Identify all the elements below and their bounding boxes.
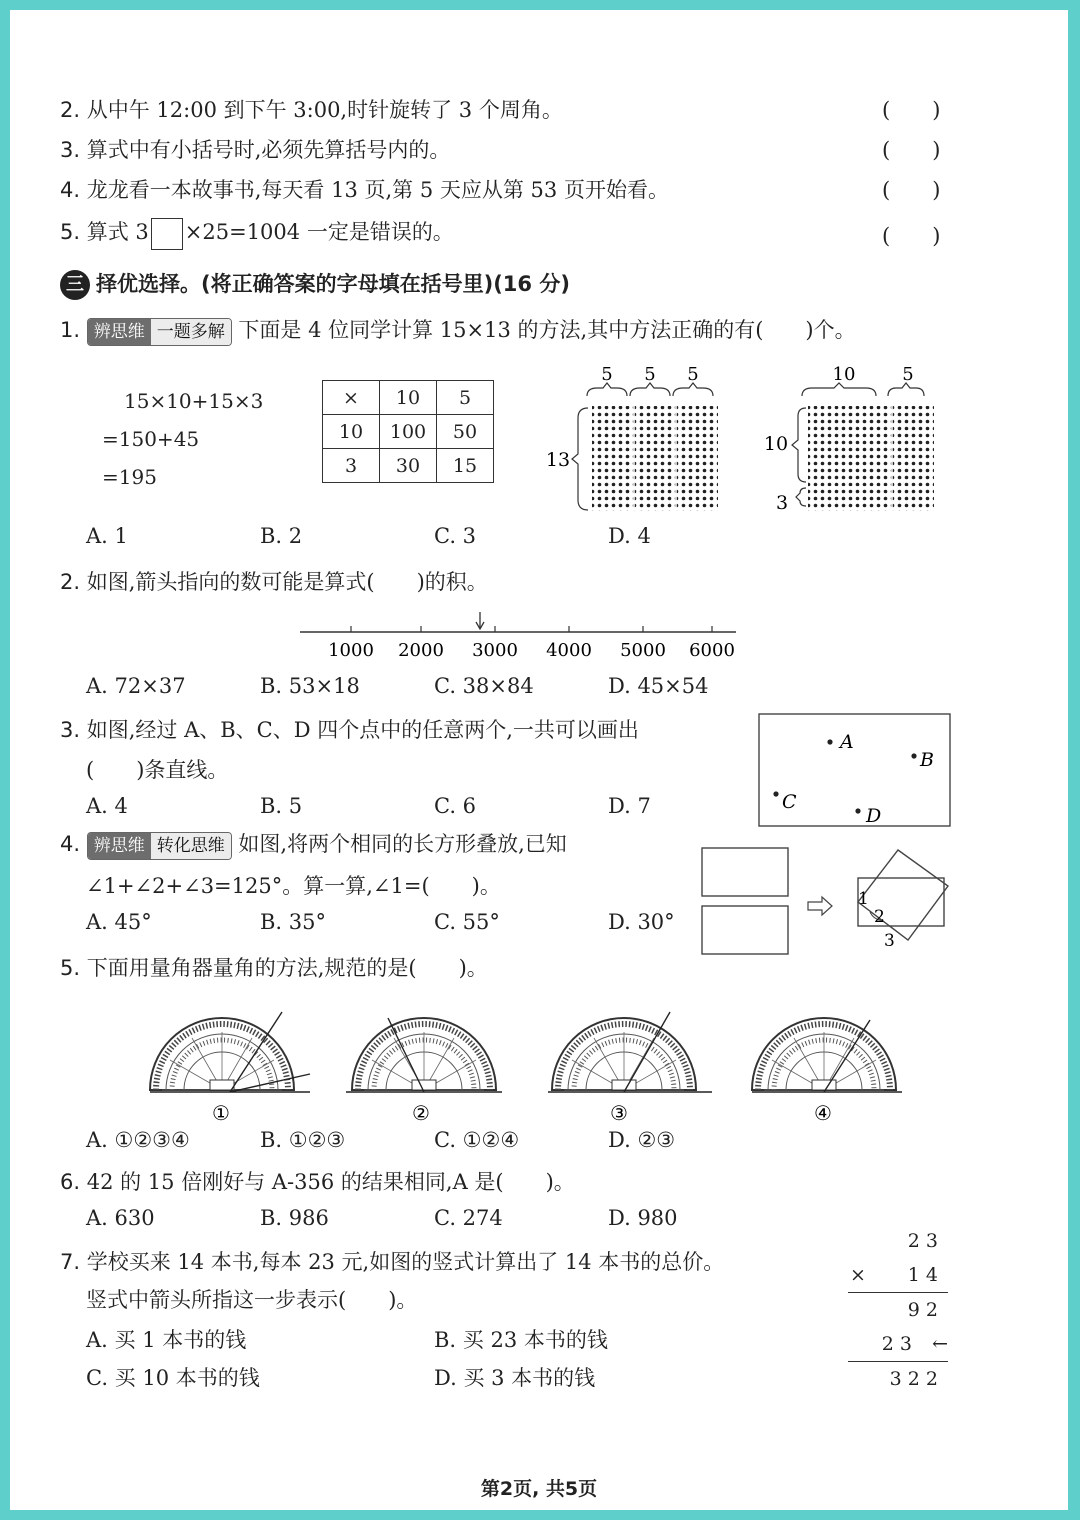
q6-stem <box>60 1166 575 1196</box>
vert-row-value: 2 3 <box>881 1333 912 1355</box>
pointer-arrow-icon <box>476 612 484 629</box>
table-cell: 15 <box>437 449 494 483</box>
dot-label-top: 5 <box>687 364 699 385</box>
q3-stem <box>60 714 639 744</box>
judge-item-3 <box>60 134 450 164</box>
option-d[interactable]: D. ②③ <box>608 1128 676 1152</box>
page-footer: 第2页, 共5页 <box>480 1478 598 1500</box>
option-b[interactable]: B. 2 <box>260 524 303 548</box>
item-text: 如图,经过 A、B、C、D 四个点中的任意两个,一共可以画出 <box>86 718 639 742</box>
option-a[interactable]: A. 72×37 <box>86 674 186 698</box>
q1-dot-array-5-5-5 <box>540 362 740 514</box>
item-text: 如图,将两个相同的长方形叠放,已知 <box>238 832 567 856</box>
vert-row <box>848 1258 948 1293</box>
option-a[interactable]: A. ①②③④ <box>86 1128 190 1152</box>
answer-paren[interactable]: ( ) <box>882 138 941 162</box>
point-label: D <box>866 805 882 827</box>
option-d[interactable]: D. 45×54 <box>608 674 709 698</box>
option-b[interactable]: B. 53×18 <box>260 674 360 698</box>
judge-item-5 <box>60 216 454 250</box>
item-number: 5. <box>60 956 81 980</box>
option-a[interactable]: A. 45° <box>86 910 152 934</box>
q2-stem <box>60 566 488 596</box>
q7-stem <box>60 1246 724 1276</box>
section-heading <box>60 268 570 300</box>
option-b[interactable]: B. 5 <box>260 794 303 818</box>
protractor-label: ④ <box>814 1101 832 1125</box>
option-d[interactable]: D. 30° <box>608 910 675 934</box>
item-text: 下面是 4 位同学计算 15×13 的方法,其中方法正确的有( )个。 <box>238 318 856 342</box>
answer-paren[interactable]: ( ) <box>882 224 941 248</box>
answer-paren[interactable]: ( ) <box>882 178 941 202</box>
q7-stem-line2: 竖式中箭头所指这一步表示( )。 <box>86 1288 418 1312</box>
protractor-label: ② <box>412 1101 430 1125</box>
option-b[interactable]: B. 买 23 本书的钱 <box>434 1328 608 1352</box>
q1-calc-method <box>102 382 263 496</box>
dot-label-left: 13 <box>545 449 571 471</box>
blank-box[interactable] <box>151 218 183 250</box>
table-cell: 3 <box>323 449 380 483</box>
table-cell: 10 <box>323 415 380 449</box>
section-number-badge: 三 <box>60 270 90 300</box>
item-text: 如图,箭头指向的数可能是算式( )的积。 <box>86 570 488 594</box>
multiply-sign: × <box>850 1264 866 1286</box>
option-c[interactable]: C. 3 <box>434 524 477 548</box>
item-text: 从中午 12:00 到下午 3:00,时针旋转了 3 个周角。 <box>86 98 563 122</box>
option-b[interactable]: B. 986 <box>260 1206 329 1230</box>
q1-dot-array-10-5 <box>756 362 946 514</box>
tick-label: 3000 <box>472 640 518 661</box>
item-number: 2. <box>60 570 81 594</box>
item-text: 算式中有小括号时,必须先算括号内的。 <box>86 138 451 162</box>
right-arrow-icon <box>808 897 832 915</box>
option-c[interactable]: C. 6 <box>434 794 477 818</box>
tick-label: 2000 <box>398 640 444 661</box>
calc-line: =195 <box>102 465 157 489</box>
option-c[interactable]: C. 274 <box>434 1206 503 1230</box>
point-label: A <box>840 731 854 753</box>
protractor-label: ③ <box>610 1101 628 1125</box>
q3-stem-line2: ( )条直线。 <box>86 758 229 782</box>
tag-light: 一题多解 <box>151 319 231 345</box>
item-text-b: ×25=1004 一定是错误的。 <box>184 220 454 244</box>
dot-label-top: 10 <box>832 364 856 385</box>
q2-number-line <box>296 610 746 672</box>
judge-item-2 <box>60 94 563 124</box>
item-number: 3. <box>60 138 81 162</box>
table-cell: 30 <box>380 449 437 483</box>
vert-row: 2 3 <box>907 1230 938 1252</box>
option-d[interactable]: D. 4 <box>608 524 651 548</box>
vert-row: 3 2 2 <box>889 1368 938 1390</box>
vert-row-value: 1 4 <box>907 1264 938 1286</box>
thinking-tag <box>87 832 232 860</box>
table-cell: 5 <box>437 381 494 415</box>
left-arrow-icon: ← <box>932 1333 948 1355</box>
item-number: 4. <box>60 178 81 202</box>
table-cell: 10 <box>380 381 437 415</box>
tag-dark: 辨思维 <box>88 833 151 859</box>
judge-item-4 <box>60 174 669 204</box>
protractor-label: ① <box>212 1101 230 1125</box>
angle-label: 2 <box>874 907 885 927</box>
option-c[interactable]: C. 55° <box>434 910 500 934</box>
option-d[interactable]: D. 买 3 本书的钱 <box>434 1366 596 1390</box>
vert-row: 9 2 <box>907 1299 938 1321</box>
item-number: 4. <box>60 832 81 856</box>
q5-stem <box>60 952 488 982</box>
vert-row <box>848 1327 948 1362</box>
table-cell: 50 <box>437 415 494 449</box>
tick-label: 4000 <box>546 640 592 661</box>
thinking-tag <box>87 318 232 346</box>
calc-line: =150+45 <box>102 427 200 451</box>
item-text: 下面用量角器量角的方法,规范的是( )。 <box>86 956 488 980</box>
tag-light: 转化思维 <box>151 833 231 859</box>
q7-vertical-calculation <box>848 1224 948 1396</box>
item-number: 7. <box>60 1250 81 1274</box>
q3-points-figure <box>758 712 954 830</box>
q1-multiplication-table <box>322 380 494 483</box>
q4-stem-line2: ∠1+∠2+∠3=125°。算一算,∠1=( )。 <box>86 874 501 898</box>
dot-label-left: 10 <box>763 433 789 455</box>
answer-paren[interactable]: ( ) <box>882 98 941 122</box>
calc-line: 15×10+15×3 <box>124 389 264 413</box>
angle-label: 3 <box>884 931 895 951</box>
item-text: 龙龙看一本故事书,每天看 13 页,第 5 天应从第 53 页开始看。 <box>86 178 669 202</box>
dot-label-left: 3 <box>775 492 789 514</box>
dot-label-top: 5 <box>601 364 613 385</box>
option-d[interactable]: D. 980 <box>608 1206 678 1230</box>
q4-rectangles-figure <box>698 842 958 968</box>
worksheet-page <box>10 10 1068 1510</box>
option-a[interactable]: A. 630 <box>86 1206 155 1230</box>
option-b[interactable]: B. 35° <box>260 910 327 934</box>
option-a[interactable]: A. 1 <box>86 524 128 548</box>
item-text-a: 算式 3 <box>86 220 149 244</box>
item-text: 学校买来 14 本书,每本 23 元,如图的竖式计算出了 14 本书的总价。 <box>86 1250 725 1274</box>
point-label: C <box>782 791 797 813</box>
table-cell: × <box>323 381 380 415</box>
dot-label-top: 5 <box>644 364 656 385</box>
item-number: 6. <box>60 1170 81 1194</box>
option-b[interactable]: B. ①②③ <box>260 1128 346 1152</box>
q4-stem <box>60 828 567 860</box>
option-a[interactable]: A. 4 <box>86 794 128 818</box>
tick-label: 6000 <box>689 640 735 661</box>
section-title: 择优选择。(将正确答案的字母填在括号里)(16 分) <box>96 272 570 296</box>
tag-dark: 辨思维 <box>88 319 151 345</box>
option-d[interactable]: D. 7 <box>608 794 651 818</box>
dot-label-top: 5 <box>902 364 914 385</box>
option-c[interactable]: C. 38×84 <box>434 674 534 698</box>
item-number: 3. <box>60 718 81 742</box>
table-cell: 100 <box>380 415 437 449</box>
item-number: 5. <box>60 220 81 244</box>
item-text: 42 的 15 倍刚好与 A-356 的结果相同,A 是( )。 <box>86 1170 575 1194</box>
item-number: 2. <box>60 98 81 122</box>
option-c[interactable]: C. ①②④ <box>434 1128 520 1152</box>
option-a[interactable]: A. 买 1 本书的钱 <box>86 1328 247 1352</box>
option-c[interactable]: C. 买 10 本书的钱 <box>86 1366 260 1390</box>
item-number: 1. <box>60 318 81 342</box>
angle-label: 1 <box>858 889 869 909</box>
q1-stem <box>60 314 856 346</box>
q5-protractors <box>130 1000 930 1130</box>
point-label: B <box>920 749 934 771</box>
tick-label: 5000 <box>620 640 666 661</box>
tick-label: 1000 <box>328 640 374 661</box>
